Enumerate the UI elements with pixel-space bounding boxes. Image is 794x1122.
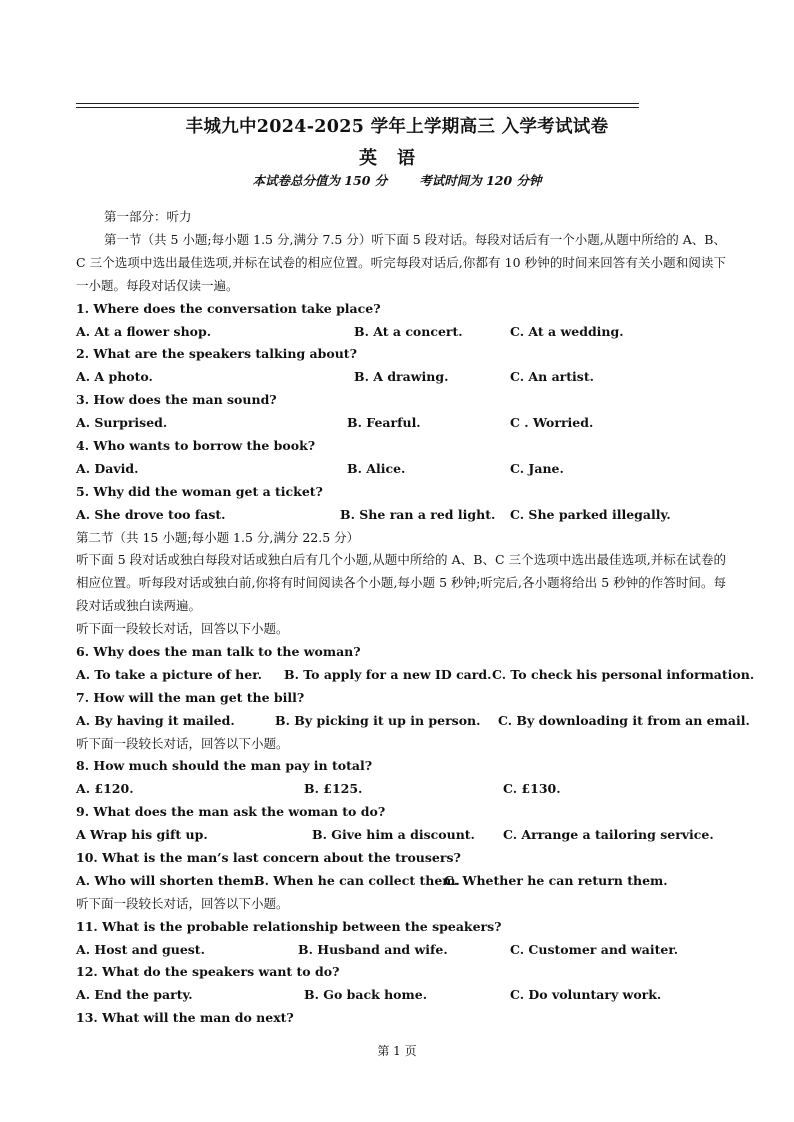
option-a: A. A photo. [76, 369, 153, 385]
total-score: 本试卷总分值为 150 分 [252, 173, 388, 188]
options-5 [76, 504, 726, 527]
option-c: C . Worried. [510, 415, 594, 431]
option-c: C. Whether he can return them. [444, 872, 668, 888]
option-c: C. £130. [503, 781, 561, 797]
option-c: C. By downloading it from an email. [498, 712, 750, 728]
question-9: 9. What does the man ask the woman to do? [76, 804, 386, 820]
option-a: A. By having it mailed. [76, 712, 235, 728]
question-6: 6. Why does the man talk to the woman? [76, 644, 361, 660]
options-9 [76, 824, 726, 847]
option-a: A. Surprised. [76, 415, 168, 431]
option-a: A. £120. [76, 781, 134, 797]
section2-heading: 第二节（共 15 小题;每小题 1.5 分,满分 22.5 分） [76, 529, 360, 545]
options-1 [76, 321, 726, 344]
options-7 [76, 710, 750, 733]
options-2 [76, 366, 726, 389]
option-c: C. Arrange a tailoring service. [503, 827, 714, 843]
question-13: 13. What will the man do next? [76, 1010, 294, 1026]
option-b: B. By picking it up in person. [275, 712, 481, 728]
option-a: A. David. [76, 460, 139, 476]
header-rule-top [76, 103, 639, 104]
option-c: C. At a wedding. [510, 323, 624, 339]
option-c: C. Do voluntary work. [510, 987, 662, 1003]
option-b: B. To apply for a new ID card. [284, 666, 492, 682]
option-a: A. To take a picture of her. [76, 666, 262, 682]
option-a: A. She drove too fast. [76, 506, 226, 522]
options-4 [76, 458, 726, 481]
option-b: B. Husband and wife. [298, 941, 448, 957]
section2-instructions: 听下面 5 段对话或独白每段对话或独白后有几个小题,从题中所给的 A、B、C 三个选项中选出最佳选项,并标在试卷的相应位置。听每段对话或独白前,你将有时间阅读各个小题,每小题 5 秒钟;听完后,各小题将给出 5 秒钟的作答时间。每段对话或独白读两遍。 [76, 552, 726, 614]
option-a: A. Who will shorten them. [76, 872, 259, 888]
option-b: B. She ran a red light. [340, 506, 496, 522]
option-c: C. Customer and waiter. [510, 941, 679, 957]
exam-title: 丰城九中2024-2025 学年上学期高三 入学考试试卷 [185, 117, 609, 137]
question-2: 2. What are the speakers talking about? [76, 346, 357, 362]
options-10 [76, 870, 726, 893]
option-b: B. When he can collect them. [254, 872, 460, 888]
dialogue-note: 听下面一段较长对话，回答以下小题。 [76, 735, 289, 751]
option-b: B. Give him a discount. [312, 827, 475, 843]
option-c: C. An artist. [510, 369, 594, 385]
option-a: A. End the party. [76, 987, 193, 1003]
option-b: B. Alice. [347, 460, 406, 476]
part1-heading: 第一部分：听力 [104, 209, 192, 224]
option-c: C. She parked illegally. [510, 506, 671, 522]
page-number: 第 1 页 [377, 1044, 417, 1058]
exam-duration: 考试时间为 120 分钟 [419, 173, 542, 188]
dialogue-note: 听下面一段较长对话，回答以下小题。 [76, 621, 289, 637]
option-a: A. Host and guest. [76, 941, 205, 957]
header-rule-bottom [76, 107, 639, 108]
option-a: A. At a flower shop. [76, 323, 212, 339]
options-3 [76, 412, 726, 435]
options-8 [76, 778, 726, 801]
option-b: B. A drawing. [354, 369, 449, 385]
option-b: B. Go back home. [304, 987, 428, 1003]
option-a: A Wrap his gift up. [76, 827, 208, 843]
exam-content [76, 206, 755, 1030]
question-5: 5. Why did the woman get a ticket? [76, 483, 323, 499]
options-6 [76, 664, 755, 687]
option-c: C. To check his personal information. [492, 666, 755, 682]
option-b: B. Fearful. [347, 415, 421, 431]
option-b: B. £125. [304, 781, 363, 797]
question-7: 7. How will the man get the bill? [76, 689, 305, 705]
question-3: 3. How does the man sound? [76, 392, 277, 408]
option-c: C. Jane. [510, 460, 564, 476]
exam-meta [0, 171, 794, 189]
dialogue-note: 听下面一段较长对话，回答以下小题。 [76, 895, 289, 911]
question-11: 11. What is the probable relationship between the speakers? [76, 918, 502, 934]
question-4: 4. Who wants to borrow the book? [76, 437, 316, 453]
options-12 [76, 984, 726, 1007]
option-b: B. At a concert. [354, 323, 463, 339]
question-12: 12. What do the speakers want to do? [76, 964, 340, 980]
question-1: 1. Where does the conversation take place? [76, 300, 381, 316]
question-10: 10. What is the man’s last concern about the trousers? [76, 850, 461, 866]
options-11 [76, 939, 726, 962]
subject-title: 英语 [359, 148, 435, 169]
question-8: 8. How much should the man pay in total? [76, 758, 373, 774]
section1-instructions: 第一节（共 5 小题;每小题 1.5 分,满分 7.5 分）听下面 5 段对话。每段对话后有一个小题,从题中所给的 A、B、C 三个选项中选出最佳选项,并标在试卷的相应位置。听完每段对话后,你都有 10 秒钟的时间来回答有关小题和阅读下一小题。每段对话仅读一遍。 [76, 231, 726, 293]
